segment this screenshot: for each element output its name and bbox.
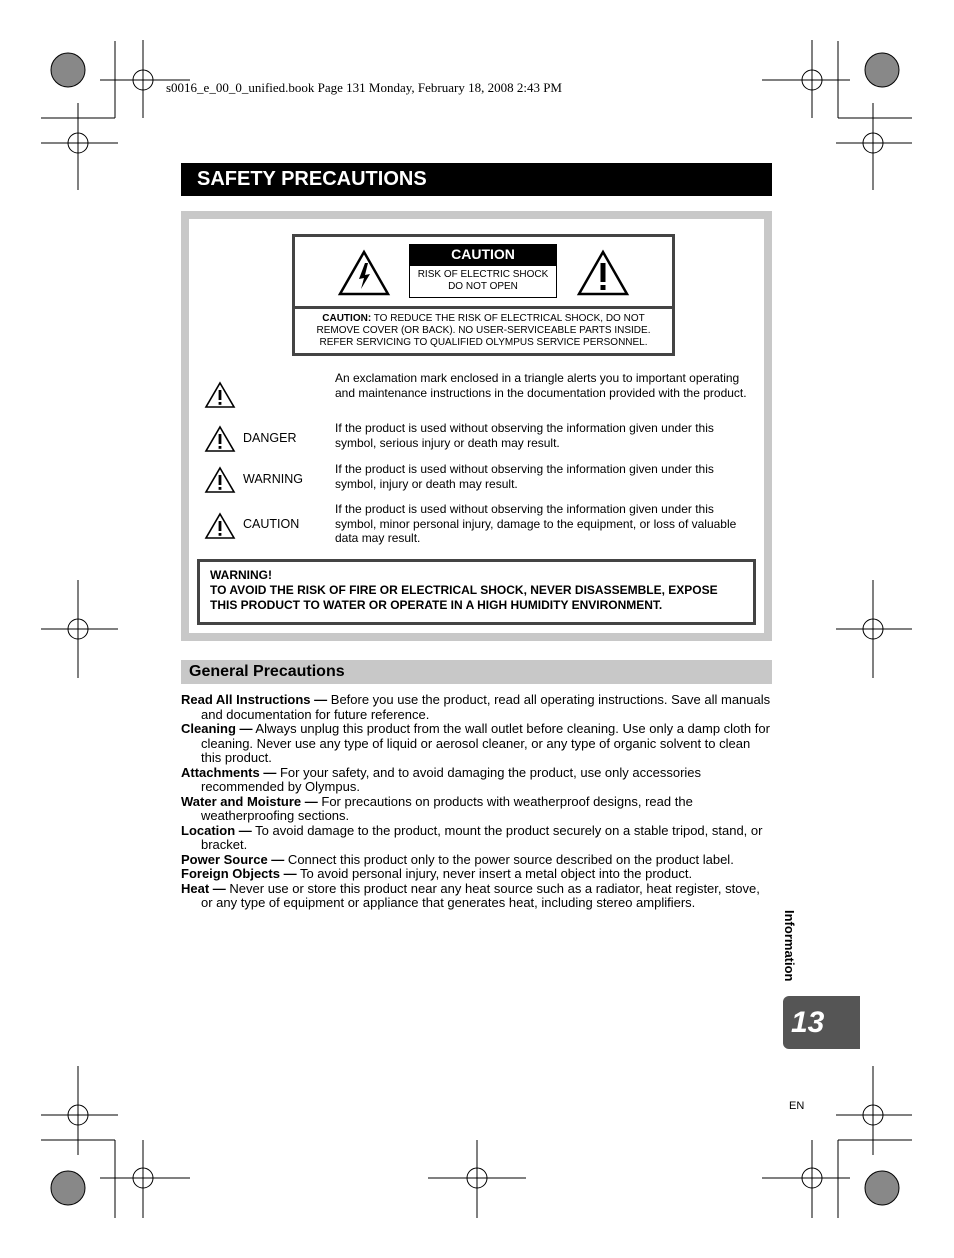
- item-text: For your safety, and to avoid damaging the product, use only accessories recommended by Olympus.: [201, 764, 702, 794]
- list-item: [181, 824, 772, 853]
- item-text: For precautions on products with weatherproof designs, read the weatherproofing sections.: [201, 793, 693, 823]
- caution-sub-label: [409, 265, 557, 298]
- exclamation-triangle-icon: [204, 512, 236, 540]
- item-term: Heat —: [181, 880, 226, 896]
- list-item: [181, 766, 772, 795]
- symbol-description: An exclamation mark enclosed in a triangle alerts you to important operating and maintenance instructions in the documentation provided with the product.: [335, 371, 747, 400]
- symbol-label: CAUTION: [243, 517, 300, 531]
- caution-text: [301, 313, 666, 349]
- caution-text-line: REFER SERVICING TO QUALIFIED OLYMPUS SERVICE PERSONNEL.: [319, 337, 648, 348]
- list-item: [181, 795, 772, 824]
- item-text: Before you use the product, read all operating instructions. Save all manuals and documentation for future reference.: [201, 692, 771, 722]
- item-term: Foreign Objects —: [181, 866, 297, 881]
- caution-text-line: REMOVE COVER (OR BACK). NO USER-SERVICEABLE PARTS INSIDE.: [316, 325, 651, 336]
- exclamation-triangle-icon: [204, 425, 236, 453]
- safety-symbols-panel: [181, 211, 772, 641]
- warning-title: WARNING!: [210, 568, 272, 582]
- safety-symbols-inner: [189, 219, 764, 633]
- list-item: [181, 853, 772, 868]
- book-header-line: s0016_e_00_0_unified.book Page 131 Monday, February 18, 2008 2:43 PM: [166, 80, 562, 95]
- exclamation-triangle-icon: [204, 381, 236, 409]
- item-term: Water and Moisture —: [181, 793, 318, 809]
- item-text: Connect this product only to the power source described on the product label.: [284, 851, 734, 867]
- caution-divider: [295, 306, 672, 309]
- item-term: Location —: [181, 822, 252, 838]
- exclamation-triangle-icon: [204, 466, 236, 494]
- caution-label-frame: [292, 234, 675, 356]
- language-code: EN: [789, 1100, 805, 1112]
- symbol-label: DANGER: [243, 431, 297, 445]
- caution-text-bold: CAUTION:: [322, 313, 372, 324]
- item-text: To avoid damage to the product, mount the product securely on a stable tripod, stand, or bracket.: [201, 822, 763, 852]
- symbol-label: WARNING: [243, 472, 303, 486]
- list-item: [181, 722, 772, 766]
- electric-shock-icon: [337, 249, 391, 297]
- chapter-number-tab: 13: [783, 996, 860, 1049]
- general-precautions-list: [181, 693, 772, 911]
- symbol-description: If the product is used without observing the information given under this symbol, injury or death may result.: [335, 462, 714, 491]
- symbol-description: If the product is used without observing the information given under this symbol, serious injury or death may result.: [335, 421, 714, 450]
- item-term: Attachments —: [181, 764, 277, 780]
- item-term: Read All Instructions —: [181, 692, 328, 707]
- list-item: [181, 693, 772, 722]
- item-term: Cleaning —: [181, 721, 253, 736]
- item-text: Always unplug this product from the wall outlet before cleaning. Use only a damp cloth for cleaning. Never use any type of liquid or aerosol cleaner, or any type of organic solvent to clean this product.: [201, 721, 770, 765]
- list-item: [181, 867, 772, 882]
- section-side-label: Information: [782, 910, 797, 982]
- page-title: SAFETY PRECAUTIONS: [181, 163, 772, 196]
- item-text: Never use or store this product near any heat source such as a radiator, heat register, stove, or any type of equipment or appliance that generates heat, including stereo amplifiers.: [201, 880, 760, 910]
- item-term: Power Source —: [181, 851, 285, 867]
- general-precautions-heading: General Precautions: [181, 660, 772, 684]
- symbol-description: If the product is used without observing the information given under this symbol, minor personal injury, damage to the equipment, or loss of valuable data may result.: [335, 502, 737, 545]
- caution-label: CAUTION: [409, 244, 557, 265]
- caution-sub-line: DO NOT OPEN: [448, 281, 518, 292]
- list-item: [181, 882, 772, 911]
- caution-text-line: TO REDUCE THE RISK OF ELECTRICAL SHOCK, DO NOT: [371, 313, 645, 324]
- caution-sub-line: RISK OF ELECTRIC SHOCK: [417, 269, 549, 280]
- warning-box: [197, 559, 756, 625]
- item-text: To avoid personal injury, never insert a metal object into the product.: [296, 866, 693, 881]
- warning-text: TO AVOID THE RISK OF FIRE OR ELECTRICAL SHOCK, NEVER DISASSEMBLE, EXPOSE THIS PRODUCT TO WATER OR OPERATE IN A HIGH HUMIDITY ENVIRONMENT.: [210, 583, 718, 612]
- exclamation-triangle-icon: [576, 249, 630, 297]
